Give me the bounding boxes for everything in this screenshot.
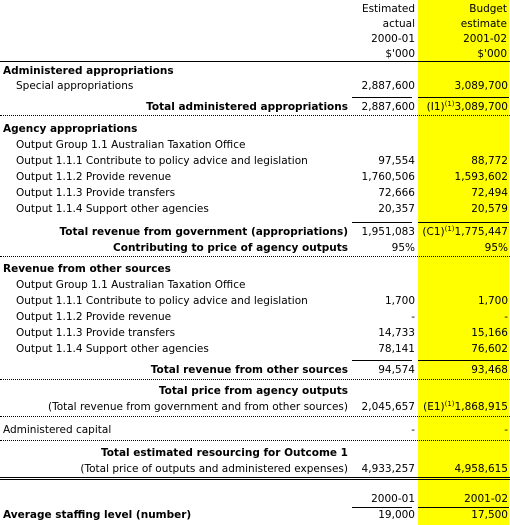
other-heading: Revenue from other sources: [3, 263, 171, 275]
staffing-label: Average staffing level (number): [3, 509, 192, 521]
subtotal-line: [352, 97, 412, 98]
col1-header: Estimated: [361, 3, 415, 15]
table-row: [0, 170, 510, 186]
col1-year: 2000-01: [371, 33, 415, 45]
section-divider: [0, 440, 510, 441]
total-value-budget: [422, 226, 508, 238]
total-value-actual: 94,574: [378, 364, 415, 376]
admin-capital-row: [0, 423, 510, 439]
administered-heading: Administered appropriations: [3, 65, 174, 77]
table-row: [0, 186, 510, 202]
subtotal-line: [352, 360, 412, 361]
section-divider: [0, 256, 510, 257]
col2-unit: $'000: [477, 48, 507, 60]
row-value-budget: 3,089,700: [454, 80, 508, 92]
row-value-budget: 88,772: [471, 155, 508, 167]
total-row: [0, 363, 510, 379]
total-value-actual: 1,951,083: [361, 226, 415, 238]
price-heading-row: [0, 384, 510, 400]
section-divider: [0, 416, 510, 417]
agency-heading: Agency appropriations: [3, 123, 138, 135]
total-label: Total revenue from other sources: [150, 364, 348, 376]
header-row-1: [0, 2, 510, 18]
price-sublabel: (Total revenue from government and from other sources): [47, 401, 348, 413]
row-value-actual: 78,141: [378, 343, 415, 355]
col2-header: Budget: [469, 3, 507, 15]
row-value-budget: -: [504, 311, 508, 323]
staffing-year-actual: 2000-01: [371, 493, 415, 505]
staffing-year-row: [0, 492, 510, 508]
row-label: Output 1.1.1 Contribute to policy advice and legislation: [16, 155, 308, 167]
row-value-actual: 97,554: [378, 155, 415, 167]
row-value-actual: 20,357: [378, 203, 415, 215]
col2-year: 2001-02: [463, 33, 507, 45]
contrib-value-budget: 95%: [484, 242, 508, 254]
table-row: [0, 326, 510, 342]
value: 3,089,700: [454, 101, 508, 113]
row-value-budget: 20,579: [471, 203, 508, 215]
admin-capital-actual: -: [411, 424, 415, 436]
row-label: Output 1.1.4 Support other agencies: [16, 203, 209, 215]
row-label: Output 1.1.1 Contribute to policy advice and legislation: [16, 295, 308, 307]
footnote-ref: (I1): [426, 101, 445, 113]
staffing-value-budget: 17,500: [471, 509, 508, 521]
row-value-actual: 14,733: [378, 327, 415, 339]
resourcing-value-actual: 4,933,257: [361, 463, 415, 475]
total-row: [0, 100, 510, 116]
admin-capital-label: Administered capital: [3, 424, 112, 436]
subtotal-line: [418, 360, 509, 361]
table-row: [0, 79, 510, 95]
row-value-budget: 15,166: [471, 327, 508, 339]
resourcing-row: [0, 462, 510, 478]
contrib-label: Contributing to price of agency outputs: [113, 242, 348, 254]
section-heading: [0, 122, 510, 138]
value: 1,775,447: [454, 226, 508, 238]
row-label: Output 1.1.4 Support other agencies: [16, 343, 209, 355]
col1-unit: $'000: [385, 48, 415, 60]
row-label: Output 1.1.3 Provide transfers: [16, 327, 176, 339]
subtotal-line: [418, 222, 509, 223]
row-value-actual: 2,887,600: [361, 80, 415, 92]
section-heading: [0, 262, 510, 278]
row-value-budget: 72,494: [471, 187, 508, 199]
row-value-budget: 76,602: [471, 343, 508, 355]
table-row: [0, 294, 510, 310]
section-divider: [0, 477, 510, 478]
section-divider: [0, 379, 510, 380]
group-row: [0, 138, 510, 154]
section-divider: [0, 115, 510, 116]
group-label: Output Group 1.1 Australian Taxation Office: [16, 139, 246, 151]
value: 1,868,915: [454, 401, 508, 413]
footnote-sup: (1): [444, 225, 455, 233]
contrib-value-actual: 95%: [391, 242, 415, 254]
row-value-actual: 1,760,506: [361, 171, 415, 183]
row-value-budget: 1,700: [477, 295, 508, 307]
contrib-row: [0, 241, 510, 257]
group-label: Output Group 1.1 Australian Taxation Office: [16, 279, 246, 291]
total-row: [0, 225, 510, 241]
subtotal-line: [352, 222, 412, 223]
table-row: [0, 202, 510, 218]
section-heading: [0, 64, 510, 80]
staffing-row: [0, 508, 510, 524]
subtotal-line: [418, 97, 509, 98]
row-value-budget: 1,593,602: [454, 171, 508, 183]
resourcing-value-budget: 4,958,615: [454, 463, 508, 475]
row-label: Special appropriations: [16, 80, 134, 92]
row-label: Output 1.1.2 Provide revenue: [16, 171, 172, 183]
staffing-value-actual: 19,000: [378, 509, 415, 521]
header-divider: [0, 61, 510, 62]
total-value-actual: 2,887,600: [361, 101, 415, 113]
table-row: [0, 154, 510, 170]
price-row: [0, 400, 510, 416]
row-value-actual: 72,666: [378, 187, 415, 199]
table-row: [0, 342, 510, 358]
footnote-ref: (C1): [422, 226, 445, 238]
footnote-sup: (1): [444, 400, 455, 408]
row-value-actual: -: [411, 311, 415, 323]
price-value-actual: 2,045,657: [361, 401, 415, 413]
row-label: Output 1.1.2 Provide revenue: [16, 311, 172, 323]
footnote-ref: (E1): [423, 401, 445, 413]
resourcing-heading-row: [0, 446, 510, 462]
price-value-budget: [423, 401, 508, 413]
col1-header: actual: [382, 18, 415, 30]
price-heading: Total price from agency outputs: [158, 385, 348, 397]
row-value-actual: 1,700: [384, 295, 415, 307]
table-row: [0, 310, 510, 326]
resourcing-sublabel: (Total price of outputs and administered expenses): [80, 463, 348, 475]
header-row-2: [0, 17, 510, 33]
admin-capital-budget: -: [504, 424, 508, 436]
col2-header: estimate: [460, 18, 507, 30]
total-label: Total revenue from government (appropriations): [59, 226, 348, 238]
total-value-budget: 93,468: [471, 364, 508, 376]
group-row: [0, 278, 510, 294]
row-label: Output 1.1.3 Provide transfers: [16, 187, 176, 199]
total-value-budget: [427, 101, 508, 113]
staffing-year-budget: 2001-02: [464, 493, 508, 505]
total-label: Total administered appropriations: [146, 101, 348, 113]
header-row-3: [0, 32, 510, 48]
footnote-sup: (1): [444, 100, 455, 108]
section-divider-double: [0, 479, 510, 480]
resourcing-heading: Total estimated resourcing for Outcome 1: [100, 447, 348, 459]
